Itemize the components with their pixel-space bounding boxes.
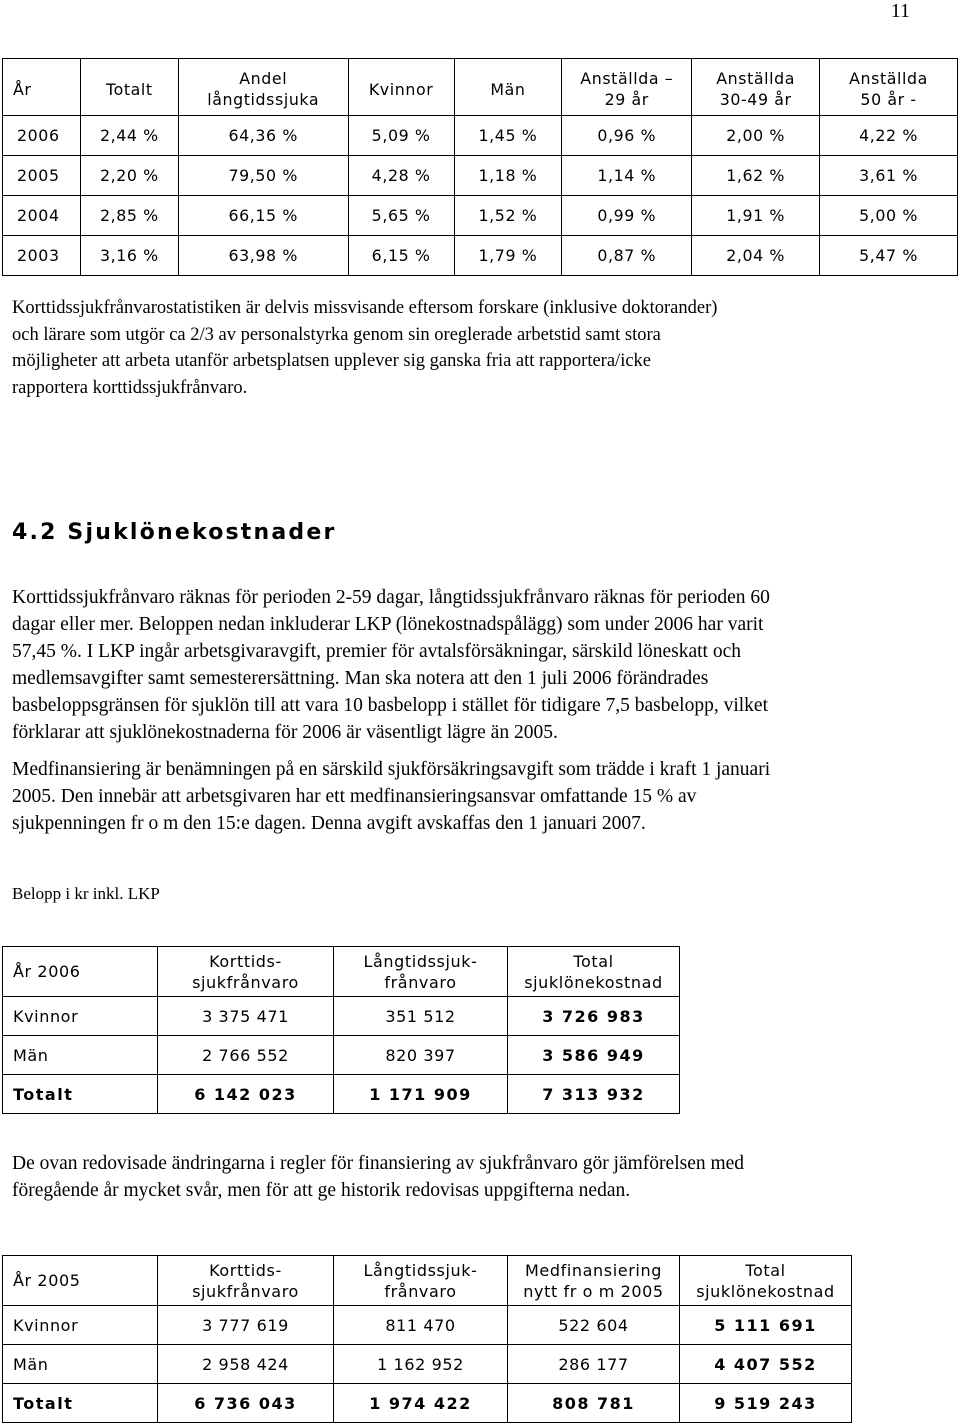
table-cell: 1,14 % xyxy=(562,156,692,196)
table-cell: 2,85 % xyxy=(80,196,178,236)
text-line: och lärare som utgör ca 2/3 av personalstyrka genom sin oreglerade arbetstid samt stora xyxy=(12,324,661,345)
table-cell: 811 470 xyxy=(334,1306,508,1345)
table-cell: 1 171 909 xyxy=(334,1075,508,1114)
table-cell: 4 407 552 xyxy=(680,1345,852,1384)
header-employees-30-49: Anställda 30-49 år xyxy=(692,59,820,116)
table-cell: 2,00 % xyxy=(692,116,820,156)
table-cell: 5,47 % xyxy=(820,236,958,276)
header-short-term: Korttids- sjukfrånvaro xyxy=(158,1256,334,1306)
table-cell: Kvinnor xyxy=(3,997,158,1036)
section-heading: 4.2 Sjuklönekostnader xyxy=(12,520,337,545)
text-line: dagar eller mer. Beloppen nedan inkluderar LKP (lönekostnadspålägg) som under 2006 har varit xyxy=(12,614,764,635)
header-women: Kvinnor xyxy=(348,59,454,116)
table-cell: 2006 xyxy=(3,116,81,156)
header-long-term: Långtidssjuk- frånvaro xyxy=(334,1256,508,1306)
table-cell: 2005 xyxy=(3,156,81,196)
table-cell: 4,22 % xyxy=(820,116,958,156)
text-line: De ovan redovisade ändringarna i regler för finansiering av sjukfrånvaro gör jämförelsen med xyxy=(12,1153,745,1174)
co-financing-paragraph xyxy=(12,756,770,837)
table-row xyxy=(3,1036,680,1075)
table-cell: 808 781 xyxy=(508,1384,680,1423)
text-line: Korttidssjukfrånvarostatistiken är delvis missvisande eftersom forskare (inklusive doktorander) xyxy=(12,298,718,318)
table-cell: 1,62 % xyxy=(692,156,820,196)
text-line: möjligheter att arbeta utanför arbetsplatsen upplever sig ganska fria att rapportera/icke xyxy=(12,351,652,371)
table-cell: 63,98 % xyxy=(178,236,348,276)
table-cell: 820 397 xyxy=(334,1036,508,1075)
table-cell: 2004 xyxy=(3,196,81,236)
sick-pay-cost-2006-table xyxy=(2,946,680,1114)
table-row xyxy=(3,236,958,276)
table-cell: 5 111 691 xyxy=(680,1306,852,1345)
header-long-term: Långtidssjuk- frånvaro xyxy=(334,947,508,997)
header-year: År 2006 xyxy=(3,947,158,997)
table-cell: 286 177 xyxy=(508,1345,680,1384)
table-cell: 3 726 983 xyxy=(508,997,680,1036)
table-cell: 64,36 % xyxy=(178,116,348,156)
table-row xyxy=(3,1306,852,1345)
table-cell: 2 958 424 xyxy=(158,1345,334,1384)
table-cell: 1,52 % xyxy=(454,196,562,236)
table-cell: 0,96 % xyxy=(562,116,692,156)
table-cell: 4,28 % xyxy=(348,156,454,196)
comparison-note-paragraph xyxy=(12,1150,744,1204)
text-line: medlemsavgifter samt semesterersättning. Man ska notera att den 1 juli 2006 förändrades xyxy=(12,668,709,689)
text-line: 57,45 %. I LKP ingår arbetsgivaravgift, premier för avtalsförsäkningar, särskild löneskatt och xyxy=(12,641,741,662)
table-cell: 2 766 552 xyxy=(158,1036,334,1075)
table-cell: 0,99 % xyxy=(562,196,692,236)
table-cell: 6 142 023 xyxy=(158,1075,334,1114)
table-header-row xyxy=(3,59,958,116)
table-cell: 1,45 % xyxy=(454,116,562,156)
table-row xyxy=(3,1345,852,1384)
text-line: föregående år mycket svår, men för att ge historik redovisas uppgifterna nedan. xyxy=(12,1180,631,1201)
amount-note: Belopp i kr inkl. LKP xyxy=(12,884,160,903)
table-cell: Totalt xyxy=(3,1075,158,1114)
header-year: År 2005 xyxy=(3,1256,158,1306)
table-cell: 6,15 % xyxy=(348,236,454,276)
header-total-cost: Total sjuklönekostnad xyxy=(680,1256,852,1306)
header-long-term-share: Andel långtidssjuka xyxy=(178,59,348,116)
table-row xyxy=(3,1384,852,1423)
table-row xyxy=(3,1075,680,1114)
table-cell: 3,16 % xyxy=(80,236,178,276)
header-men: Män xyxy=(454,59,562,116)
table-cell: 7 313 932 xyxy=(508,1075,680,1114)
table-cell: 2,20 % xyxy=(80,156,178,196)
table-cell: Män xyxy=(3,1345,158,1384)
table-cell: 1 162 952 xyxy=(334,1345,508,1384)
table-cell: 1 974 422 xyxy=(334,1384,508,1423)
table-cell: 522 604 xyxy=(508,1306,680,1345)
table-cell: 3 777 619 xyxy=(158,1306,334,1345)
table-cell: 5,00 % xyxy=(820,196,958,236)
table-row xyxy=(3,116,958,156)
header-employees-50-plus: Anställda 50 år - xyxy=(820,59,958,116)
table-row xyxy=(3,156,958,196)
sick-pay-cost-2005-table xyxy=(2,1255,852,1423)
table-cell: 351 512 xyxy=(334,997,508,1036)
table-cell: 1,18 % xyxy=(454,156,562,196)
sick-leave-stats-table xyxy=(2,58,958,276)
table-row xyxy=(3,997,680,1036)
table-row xyxy=(3,196,958,236)
table-cell: 5,09 % xyxy=(348,116,454,156)
table-cell: 79,50 % xyxy=(178,156,348,196)
table-cell: 3 586 949 xyxy=(508,1036,680,1075)
page-number: 11 xyxy=(890,0,910,22)
table-cell: 1,91 % xyxy=(692,196,820,236)
table-cell: 0,87 % xyxy=(562,236,692,276)
table-cell: 5,65 % xyxy=(348,196,454,236)
table-cell: 2,04 % xyxy=(692,236,820,276)
header-co-financing: Medfinansiering nytt fr o m 2005 xyxy=(508,1256,680,1306)
table-cell: Kvinnor xyxy=(3,1306,158,1345)
table-cell: 3,61 % xyxy=(820,156,958,196)
header-short-term: Korttids- sjukfrånvaro xyxy=(158,947,334,997)
table-cell: 9 519 243 xyxy=(680,1384,852,1423)
text-line: Medfinansiering är benämningen på en särskild sjukförsäkringsavgift som trädde i kraft 1 januari xyxy=(12,759,771,780)
table-header-row xyxy=(3,947,680,997)
table-cell: Män xyxy=(3,1036,158,1075)
text-line: sjukpenningen fr o m den 15:e dagen. Denna avgift avskaffas den 1 januari 2007. xyxy=(12,813,646,834)
sick-pay-definition-paragraph xyxy=(12,584,770,746)
header-total: Totalt xyxy=(80,59,178,116)
table-cell: 2003 xyxy=(3,236,81,276)
header-total-cost: Total sjuklönekostnad xyxy=(508,947,680,997)
table-cell: 2,44 % xyxy=(80,116,178,156)
text-line: 2005. Den innebär att arbetsgivaren har ett medfinansieringsansvar omfattande 15 % av xyxy=(12,786,697,807)
statistics-note-paragraph xyxy=(12,295,717,401)
text-line: förklarar att sjuklönekostnaderna för 2006 är väsentligt lägre än 2005. xyxy=(12,722,558,743)
table-header-row xyxy=(3,1256,852,1306)
text-line: Korttidssjukfrånvaro räknas för perioden 2-59 dagar, långtidssjukfrånvaro räknas för perioden 60 xyxy=(12,587,770,608)
table-cell: 66,15 % xyxy=(178,196,348,236)
table-cell: 3 375 471 xyxy=(158,997,334,1036)
text-line: rapportera korttidssjukfrånvaro. xyxy=(12,377,248,398)
header-employees-under-29: Anställda – 29 år xyxy=(562,59,692,116)
table-cell: Totalt xyxy=(3,1384,158,1423)
header-year: År xyxy=(3,59,81,116)
table-cell: 6 736 043 xyxy=(158,1384,334,1423)
text-line: basbeloppsgränsen för sjuklön till att vara 10 basbelopp i stället för tidigare 7,5 basbelopp, vilket xyxy=(12,695,768,716)
table-cell: 1,79 % xyxy=(454,236,562,276)
